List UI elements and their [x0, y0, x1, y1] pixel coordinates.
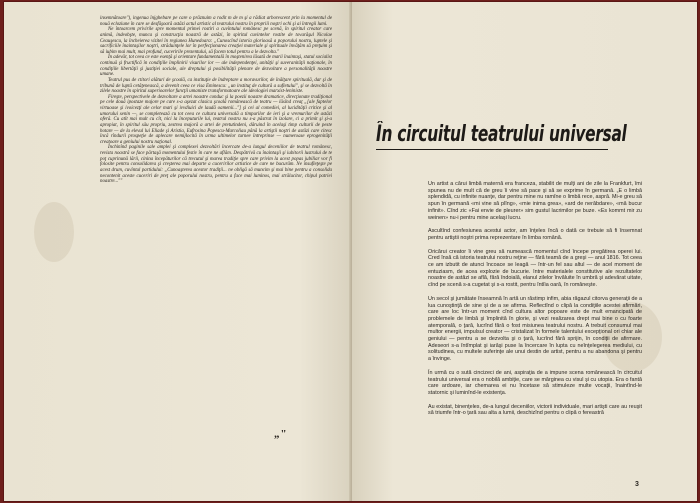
- left-paragraph: Teatrul pus de ctitori alături de şcoală, ca instituţie de îndreptare a moravurilor, de înălţare spirituală, dar şi de tribună de luptă cetăţenească, a devenit ceea ce visa Eminescu: „un instituţ de cultură a sufletului", şi se dezvoltă în zilele noastre în spiritul superioarelor funcţii umaniste transformatoare ale ideologiei marxist-leniniste.: [100, 77, 332, 95]
- left-paragraph: În adevăr, tot ceea ce este esenţă şi orientare fundamentală în moştenirea lăsată de marii înaintaşi, statul socialist continuă şi fructifică în condiţiile împlinirii visurilor lor — ale independenţei, unităţii şi suveranităţii naţionale, în condiţiile libertăţii şi justiţiei sociale, ale dreptului şi posibilităţii plenare de dezvoltare a personalităţii noastre umane.: [100, 55, 332, 78]
- right-paragraph: Oricărui creator îi vine greu să numească momentul cînd începe pregătirea operei lui. Cred însă că istoria teatrului nostru reţine — fără teamă de a greşi — anul 1816. Tot ceea ce am izbutit de atunci încoace se leagă — într-un fel sau altul — de acel moment de entuziasm, de acea explozie de bucurie. Intre materialele constitutive ale rezultatelor noastre de astăzi se află, fără îndoială, elanul zilelor învăluite în umbră şi adevărat uitate, cînd pe scenă s-a cugetat şi s-a rostit, pentru întîia oară, în româneşte.: [428, 248, 642, 289]
- right-article-text: [428, 181, 642, 424]
- left-article-text: [100, 16, 332, 185]
- left-paragraph: Fireşte, perspectivele de dezvoltare a artei noastre conduc şi la poezii noastre dramatice, direcţionate tradiţional pe cele două ipostaze majore pe care s-a aşezat clasica şcoală românească de teatru — lăsînd creaţ „[ale faptelor virtuoase şi ivoicezţi ale celor mari şi ivvdiuici de laudă oamenii..."] şi cei al comediei, al lucidităţii critice şi al umorului senin —, se completează cu tot ceea ce cultura universală a timpurilor de ieri şi a vremurilor de astăzi oferă. Cu atît mai mult cu cît, nici la începuturile lui, teatrul nostru nu s-a păstrat în izolare, ci a primit şi şi-a apropiat, în spiritul său propriu, zestrea majoră a artei de pretutindeni, dăruind în acelaşi timp culturii de peste hotare — de la elevul lui Eliade şi Aristia, Eufrosina Popescu-Marcoliau până la artiştii noştri de astăzi care citesc încă rîndurii prospeţie de aplecare nemijlocită în urma ultimelor turnee întreprinse — numeroase eprogenităţii creatoare a geniului nostru naţional.: [100, 94, 332, 145]
- right-paragraph: Un artist a cărui limbă maternă era franceza, stabilit de mulţi ani de zile la Frankfurt, îmi spunea nu de mult că de greu îi vine să pace şi să se exprime în germană. „E o limbă splendidă, cu infinite nuanţe, dar pentru mine nu ramîne o limbă rece, aspră. Mi-e greu să spun în germană «mi vine să plîng», «mie inima grea», «ard de nerăbdare», «mă bucur infinit». Cînd zic «Fai envie de pleurer» sim gustul lacrimilor pe buze. «Es kommt mir zu weinen» nu-i pentru mine acelaşi lucru.: [428, 181, 642, 221]
- paper-stain: [34, 202, 74, 262]
- page-number: 3: [635, 481, 639, 488]
- left-paragraph: Închinînd paginile sale amplei şi complexei dezvoltări încercate de-a lungul deceniilor de teatrul românesc, revista noastră se face părtaşă momentului festiv în care ne aflăm. Despătrivă cu înaintaşii şi iubitorii lustrului de te poţ cuprinună lării, cinina începăturilor că trecutul şi marea tradiţie spre care privim la acest popas jubiliar vor fi folosite pentru consolidarea şi creşterea mai departe a cuceririlor artistice de care ne bucurăm. Ne însufleţeşte pe acest drum, cuvîntul partidului: „Cunoaşterea acestor tradiţii... ne obligă să muncim şi mai bine pentru a consolida necontenit aceste cuceriri de preţ ale poporului nostru, pentru a face mai luminos, mai strălucitor, chipul patriei noastre..."": [100, 145, 332, 185]
- left-paragraph: Ne întoarcem privirile spre momentul primei rostiri a cuvîntului românesc pe scenă, în spiritul creator care animă, indeobşte, munca şi construcţia noastră de astăzi, în spiritul cuvintelor rostite de tovarăşul Nicolae Ceauşescu, la încheierea vizitei în regiunea Hunedoara: „Cunoscînd istoria glorioasă a poporului nostru, luptele şi sacrificiile înaintaşilor noştri, străduinţele lor în perfecţionarea creaţiei materiale şi spirituale învăţăm să preţuim şi să iubim mai mult, mai profund, cuceririle prezentului, să facem totul pentru a le dezvolta.": [100, 27, 332, 55]
- end-mark: „": [274, 428, 288, 440]
- right-paragraph: Un secol şi jumătate înseamnă în artă un răstimp infim, abia răgazul citorva generaţii de a lua cunoştinţă de sine şi de a se afirma. Reflectînd o clipă la condiţiile acestei afirmări, care are loc într-un moment cînd cultura altor popoare este de mult emancipată de problemele de limbă şi împlinită în glorie, şi vezi realizarea drept mai bine o cu foarte atemporală, o ţară, lucrînd fără o fost misiunea teatrului nostru. A trebuit consumul mai multor energii, impulsul creator — cristalizat în formele talentului excepţional ori chiar ale geniului — pentru a se dezvolta şi o ţară, lucrînd fără sprijin, în condiţii de afirmare. Adeseori s-a întîmplat şi iarăşi puse la încercare în lupta cu neînţelegerea mediului, cu solitudinea, cu multele suferinţe ale unui destin de artist, pentru a nu abandona şi pentru a învinge.: [428, 295, 642, 363]
- right-paragraph: În urmă cu o sută cincizeci de ani, aspiraţia de a impune scena românească în circuitul teatrului universal era o nobilă ambiţie, care se mărginea cu visul şi cu utopia. Era o fantă care ardoare, iar chemarea ei nu încetase să stimuleze multe vocaţii, înaintînd-le statornic şi luminînd-le existenţa.: [428, 369, 642, 396]
- article-title: În circuitul teatrului universal: [376, 122, 627, 147]
- left-paragraph: insemnătoare"), ingenua înjghebare pe care o prăznuim a rodit m de m şi a rădiat arborescent prin la momentul de nouă ecloziune în care se desfăşoară astăzi actul artistic al teatrului nostru în propriii noştri ochi şi ai întregii lumi.: [100, 16, 332, 27]
- title-underline: [376, 149, 608, 150]
- left-page: [4, 2, 351, 501]
- magazine-spread: [4, 2, 697, 501]
- right-paragraph: Au existat, binenţeles, de-a lungul deceniilor, victorii individuale, mari artişti care au reuşit să triumfe într-o ţară sau alta a lumii, deschizînd pentru o clipă o fereastră: [428, 403, 642, 417]
- right-paragraph: Ascultînd confesiunea acestui actor, am înţeles încă o dată ce trebuie să fi însemnat pentru artiştii noştri prima reprezentare în limba română.: [428, 228, 642, 241]
